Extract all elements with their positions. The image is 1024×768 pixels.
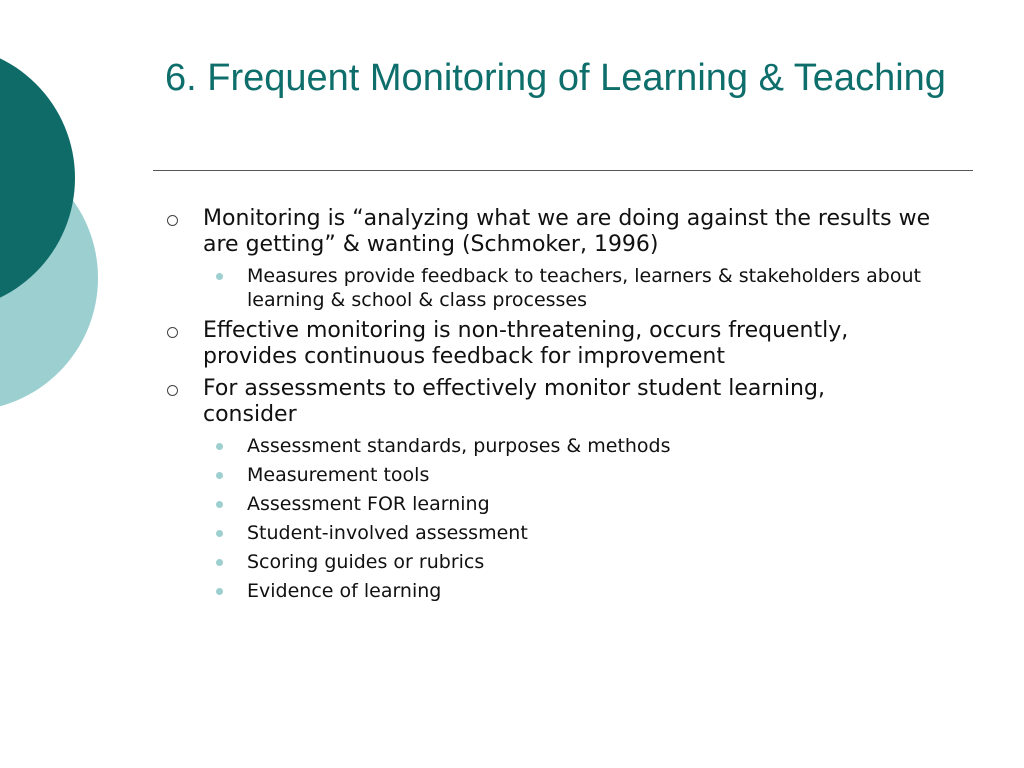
hollow-circle-bullet-icon — [167, 327, 178, 338]
slide-body — [165, 206, 965, 608]
sub-bullet-item — [247, 550, 965, 574]
sub-bullet-item — [247, 264, 937, 312]
bullet-item — [165, 318, 863, 370]
sub-bullet-item — [247, 463, 965, 487]
sub-bullet-item — [247, 579, 965, 603]
sub-bullet-text: Measures provide feedback to teachers, learners & stakeholders about learning & school & class processes — [247, 265, 921, 311]
sub-bullet-text: Assessment standards, purposes & methods — [247, 435, 671, 457]
bullet-item — [165, 206, 965, 258]
sub-bullet-text: Evidence of learning — [247, 580, 442, 602]
bullet-text: For assessments to effectively monitor student learning, consider — [203, 376, 825, 427]
bullet-text: Monitoring is “analyzing what we are doing against the results we are getting” & wanting (Schmoker, 1996) — [203, 206, 931, 257]
hollow-circle-bullet-icon — [167, 215, 178, 226]
bullet-item — [165, 376, 883, 428]
title-divider — [153, 170, 973, 171]
filled-dot-bullet-icon — [216, 472, 223, 479]
filled-dot-bullet-icon — [216, 559, 223, 566]
filled-dot-bullet-icon — [216, 273, 223, 280]
filled-dot-bullet-icon — [216, 588, 223, 595]
sub-bullet-item — [247, 434, 965, 458]
slide-title: 6. Frequent Monitoring of Learning & Teaching — [165, 57, 946, 99]
decorative-circles — [0, 0, 110, 420]
bullet-text: Effective monitoring is non-threatening, occurs frequently, provides continuous feedback for improvement — [203, 318, 849, 369]
sub-bullet-text: Assessment FOR learning — [247, 493, 490, 515]
sub-bullet-item — [247, 492, 965, 516]
sub-bullet-text: Measurement tools — [247, 464, 430, 486]
sub-bullet-text: Scoring guides or rubrics — [247, 551, 485, 573]
hollow-circle-bullet-icon — [167, 385, 178, 396]
filled-dot-bullet-icon — [216, 501, 223, 508]
sub-bullet-text: Student-involved assessment — [247, 522, 528, 544]
filled-dot-bullet-icon — [216, 443, 223, 450]
sub-bullet-item — [247, 521, 965, 545]
filled-dot-bullet-icon — [216, 530, 223, 537]
